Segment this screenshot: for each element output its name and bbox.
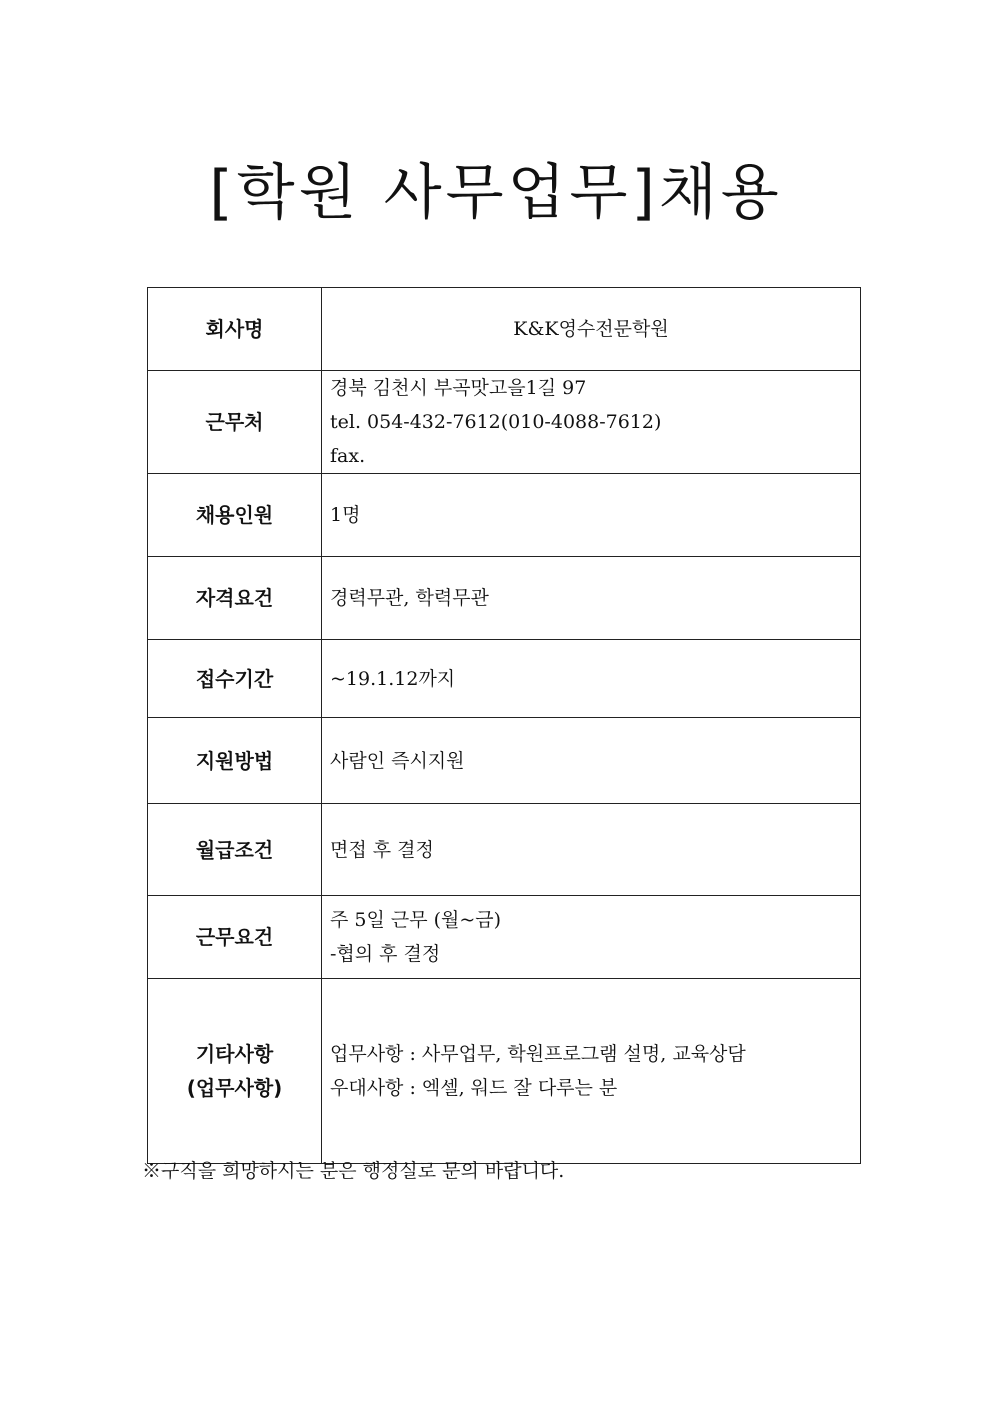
- other-duties: 업무사항 : 사무업무, 학원프로그램 설명, 교육상담: [330, 1043, 746, 1065]
- label-qualifications: 자격요건: [148, 557, 322, 640]
- table-row-headcount: [148, 474, 861, 557]
- workplace-address: 경북 김천시 부곡맛고을1길 97: [330, 377, 587, 399]
- label-application-method: 지원방법: [148, 718, 322, 804]
- value-qualifications: 경력무관, 학력무관: [322, 557, 861, 640]
- value-headcount: 1명: [322, 474, 861, 557]
- table-row-application-method: [148, 718, 861, 804]
- table-row-application-period: [148, 640, 861, 718]
- value-company-name: K&K영수전문학원: [322, 288, 861, 371]
- table-row-company: [148, 288, 861, 371]
- job-posting-table: [147, 287, 861, 1164]
- label-headcount: 채용인원: [148, 474, 322, 557]
- workplace-fax: fax.: [330, 445, 366, 467]
- label-other-line-1: 기타사항: [195, 1042, 274, 1066]
- work-conditions-note: -협의 후 결정: [330, 943, 441, 965]
- work-conditions-days: 주 5일 근무 (월~금): [330, 909, 502, 931]
- other-preferences: 우대사항 : 엑셀, 워드 잘 다루는 분: [330, 1077, 618, 1099]
- table-row-other: [148, 979, 861, 1164]
- label-company-name: 회사명: [148, 288, 322, 371]
- footnote: ※구직을 희망하시는 분은 행정실로 문의 바랍니다.: [142, 1160, 565, 1182]
- value-work-conditions: [322, 896, 861, 979]
- table-row-salary: [148, 804, 861, 896]
- label-other: [148, 979, 322, 1164]
- value-other: [322, 979, 861, 1164]
- label-workplace: 근무처: [148, 371, 322, 474]
- workplace-tel: tel. 054-432-7612(010-4088-7612): [330, 411, 662, 433]
- value-application-method: 사람인 즉시지원: [322, 718, 861, 804]
- label-other-line-2: (업무사항): [186, 1076, 283, 1100]
- page-title: [학원 사무업무]채용: [209, 158, 783, 228]
- table-row-qualifications: [148, 557, 861, 640]
- table-row-workplace: [148, 371, 861, 474]
- label-salary: 월급조건: [148, 804, 322, 896]
- value-application-period: ~19.1.12까지: [322, 640, 861, 718]
- value-salary: 면접 후 결정: [322, 804, 861, 896]
- label-work-conditions: 근무요건: [148, 896, 322, 979]
- table-row-work-conditions: [148, 896, 861, 979]
- label-application-period: 접수기간: [148, 640, 322, 718]
- value-workplace: [322, 371, 861, 474]
